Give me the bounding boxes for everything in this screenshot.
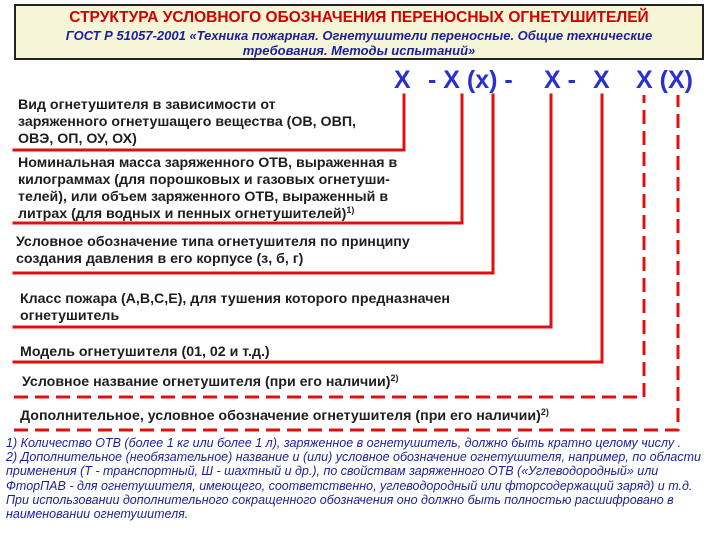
item-nominal-mass: Номинальная масса заряженного ОТВ, выраженная в килограммах (для порошковых и газовых огнетуши- телей), или объем заряженного ОТВ, выраженный в литрах (для водных и пенных огнетушителей)$^{1)}$ xyxy=(18,155,398,222)
page-title: СТРУКТУРА УСЛОВНОГО ОБОЗНАЧЕНИЯ ПЕРЕНОСНЫХ ОГНЕТУШИТЕЛЕЙ xyxy=(69,9,649,26)
code-part-2: - X (x) - xyxy=(428,66,513,94)
code-part-1: X xyxy=(394,66,411,94)
item-conventional-name: Условное название огнетушителя (при его наличии)$^{2)}$ xyxy=(22,373,399,390)
footnote-1: 1) Количество ОТВ (более 1 кг или более 1 л), заряженное в огнетушитель, должно быть кратно целому числу . xyxy=(6,436,682,450)
footnote-2: 2) Дополнительное (необязательное) название и (или) условное обозначение огнетушителя, например, по области применения (Т - транспортный, Ш - шахтный и др.), по свойствам заряженного ОТВ («Углеводородный» или ФторПАВ - для огнетушителя, имеющего, соответственно, углеводородный или фторсодержащий заряд) и т.д. При использовании дополнительного сокращенного обозначения оно должно быть полностью расшифровано в наименовании огнетушителя. xyxy=(6,450,701,522)
item-fire-class: Класс пожара (А,В,С,Е), для тушения которого предназначен огнетушитель xyxy=(20,291,450,324)
code-part-4: X xyxy=(593,66,610,94)
item-model: Модель огнетушителя (01, 02 и т.д.) xyxy=(20,344,270,360)
footnote-ref-2: 2) xyxy=(390,373,399,383)
item-additional-designation: Дополнительное, условное обозначение огнетушителя (при его наличии)$^{2)}$ xyxy=(20,407,549,424)
footnote-ref-2b: 2) xyxy=(540,407,549,417)
code-part-5: X (X) xyxy=(636,66,693,94)
footnotes xyxy=(6,436,712,521)
item-pressure-type: Условное обозначение типа огнетушителя по принципу создания давления в его корпусе (з, б, г) xyxy=(16,234,410,267)
item-extinguisher-type: Вид огнетушителя в зависимости от заряженного огнетушащего вещества (ОВ, ОВП, ОВЭ, ОП, ОУ, ОХ) xyxy=(18,97,356,147)
code-part-3: X - xyxy=(544,66,576,94)
footnote-ref-1: 1) xyxy=(346,205,355,215)
standard-reference: ГОСТ Р 51057-2001 «Техника пожарная. Огнетушители переносные. Общие технические требования. Методы испытаний» xyxy=(65,28,653,58)
